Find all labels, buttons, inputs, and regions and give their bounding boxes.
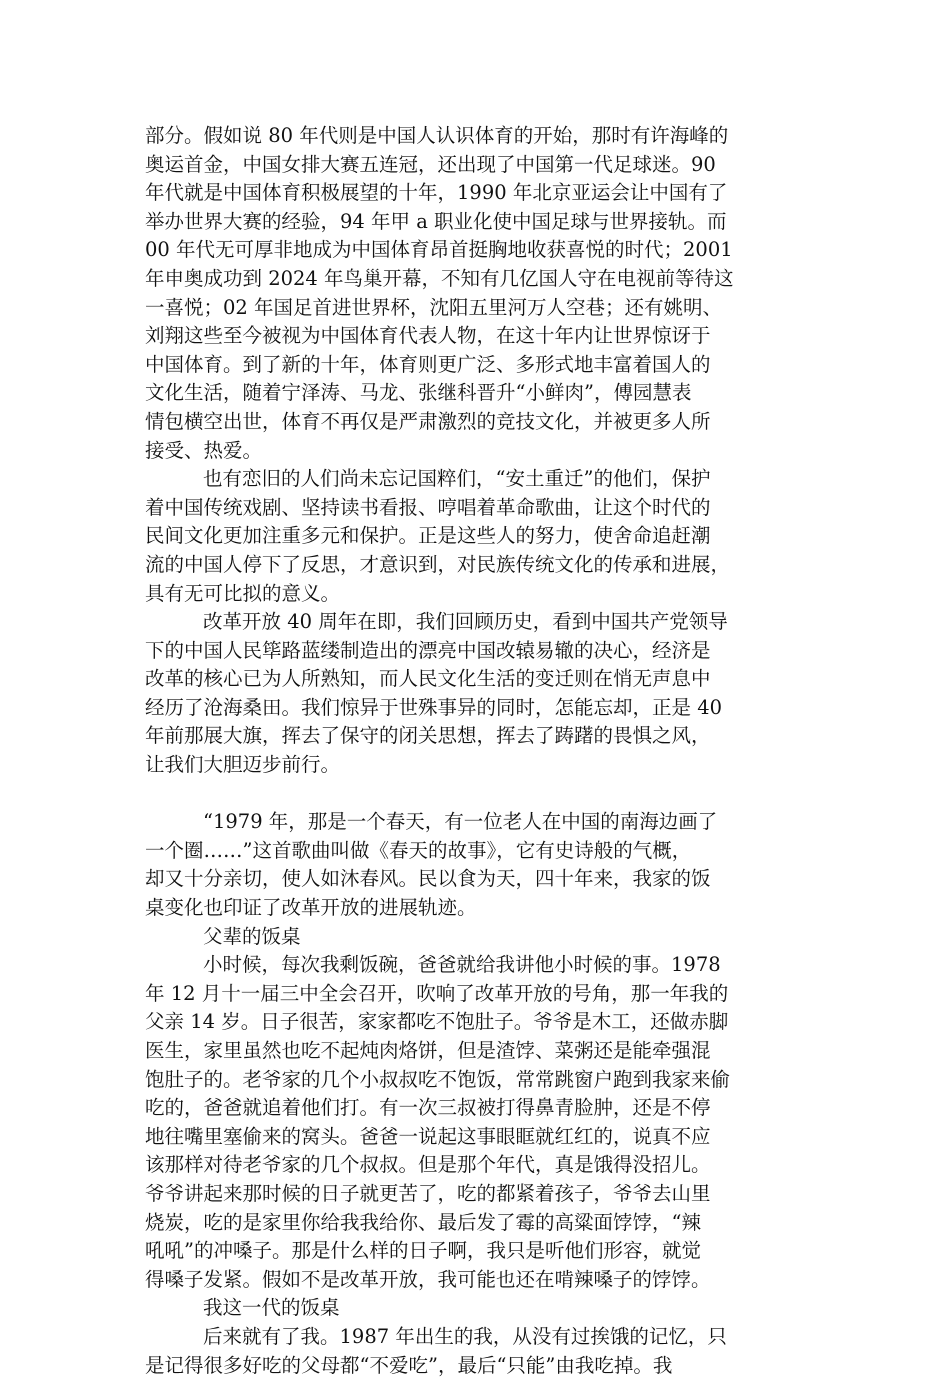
text-line: 烧炭，吃的是家里你给我我给你、最后发了霉的高粱面饽饽，“辣 [145,1210,701,1234]
body-paragraph [145,608,815,780]
body-paragraph [145,808,815,922]
text-line: 民间文化更加注重多元和保护。正是这些人的努力，使舍命追赶潮 [145,524,711,548]
body-paragraph [145,1323,815,1380]
text-line: 父辈的饭桌 [203,924,301,948]
text-line: 年 12 月十一届三中全会召开，吹响了改革开放的号角，那一年我的 [145,981,729,1005]
text-line: 年申奥成功到 2024 年鸟巢开幕，不知有几亿国人守在电视前等待这 [145,266,734,290]
blank-line [145,780,815,809]
text-line: 中国体育。到了新的十年，体育则更广泛、多形式地丰富着国人的 [145,352,711,376]
text-line: 流的中国人停下了反思，才意识到，对民族传统文化的传承和进展， [145,552,731,576]
text-line: 经历了沧海桑田。我们惊异于世殊事异的同时，怎能忘却，正是 40 [145,695,723,719]
text-line: 改革开放 40 周年在即，我们回顾历史，看到中国共产党领导 [203,610,728,634]
text-line: 年代就是中国体育积极展望的十年，1990 年北京亚运会让中国有了 [145,181,728,205]
text-line: 我这一代的饭桌 [203,1296,340,1320]
text-line: 一个圈……”这首歌曲叫做《春天的故事》，它有史诗般的气概， [145,838,692,862]
text-line: 年前那展大旗，挥去了保守的闭关思想，挥去了踌躇的畏惧之风， [145,724,711,748]
text-line: 举办世界大赛的经验，94 年甲 a 职业化使中国足球与世界接轨。而 [145,209,727,233]
text-line: 文化生活，随着宁泽涛、马龙、张继科晋升“小鲜肉”，傅园慧表 [145,381,692,405]
text-line: 00 年代无可厚非地成为中国体育昂首挺胸地收获喜悦的时代；2001 [145,238,733,262]
text-line: 吼吼”的冲嗓子。那是什么样的日子啊，我只是听他们形容，就觉 [145,1239,701,1263]
text-line: 饱肚子的。老爷家的几个小叔叔吃不饱饭，常常跳窗户跑到我家来偷 [145,1067,731,1091]
text-line: 吃的，爸爸就追着他们打。有一次三叔被打得鼻青脸肿，还是不停 [145,1096,711,1120]
text-line: 得嗓子发紧。假如不是改革开放，我可能也还在啃辣嗓子的饽饽。 [145,1267,711,1291]
document-page [145,122,815,1380]
text-line: 情包横空出世，体育不再仅是严肃激烈的竞技文化，并被更多人所 [145,409,711,433]
text-line: 是记得很多好吃的父母都“不爱吃”，最后“只能”由我吃掉。我 [145,1353,673,1377]
text-line: 也有恋旧的人们尚未忘记国粹们，“安土重迁”的他们，保护 [203,467,711,491]
text-line: 部分。假如说 80 年代则是中国人认识体育的开始，那时有许海峰的 [145,124,729,147]
text-line: 一喜悦；02 年国足首进世界杯，沈阳五里河万人空巷；还有姚明、 [145,295,723,319]
text-line: “1979 年，那是一个春天，有一位老人在中国的南海边画了 [203,810,718,834]
text-line: 具有无可比拟的意义。 [145,581,341,605]
body-paragraph [145,951,815,1294]
text-line: 小时候，每次我剩饭碗，爸爸就给我讲他小时候的事。1978 [203,953,721,977]
text-line: 地往嘴里塞偷来的窝头。爸爸一说起这事眼眶就红红的，说真不应 [145,1124,711,1148]
section-heading [145,923,815,952]
text-line: 桌变化也印证了改革开放的进展轨迹。 [145,896,477,920]
body-paragraph [145,465,815,608]
text-line: 让我们大胆迈步前行。 [145,753,341,777]
text-line: 刘翔这些至今被视为中国体育代表人物，在这十年内让世界惊讶于 [145,324,711,348]
text-line: 却又十分亲切，使人如沐春风。民以食为天，四十年来，我家的饭 [145,867,711,891]
text-line: 下的中国人民筚路蓝缕制造出的漂亮中国改辕易辙的决心，经济是 [145,638,711,662]
text-line: 医生，家里虽然也吃不起炖肉烙饼，但是渣饽、菜粥还是能牵强混 [145,1039,711,1062]
body-paragraph [145,122,815,465]
section-heading [145,1294,815,1323]
text-line: 接受、热爱。 [145,438,263,462]
text-line: 该那样对待老爷家的几个叔叔。但是那个年代，真是饿得没招儿。 [145,1153,711,1177]
text-line: 后来就有了我。1987 年出生的我，从没有过挨饿的记忆，只 [203,1324,727,1348]
text-line: 爷爷讲起来那时候的日子就更苦了，吃的都紧着孩子，爷爷去山里 [145,1181,711,1205]
text-line: 改革的核心已为人所熟知，而人民文化生活的变迁则在悄无声息中 [145,667,711,691]
text-line: 着中国传统戏剧、坚持读书看报、哼唱着革命歌曲，让这个时代的 [145,495,711,519]
text-line: 父亲 14 岁。日子很苦，家家都吃不饱肚子。爷爷是木工，还做赤脚 [145,1010,729,1034]
text-line: 奥运首金，中国女排大赛五连冠，还出现了中国第一代足球迷。90 [145,152,716,176]
